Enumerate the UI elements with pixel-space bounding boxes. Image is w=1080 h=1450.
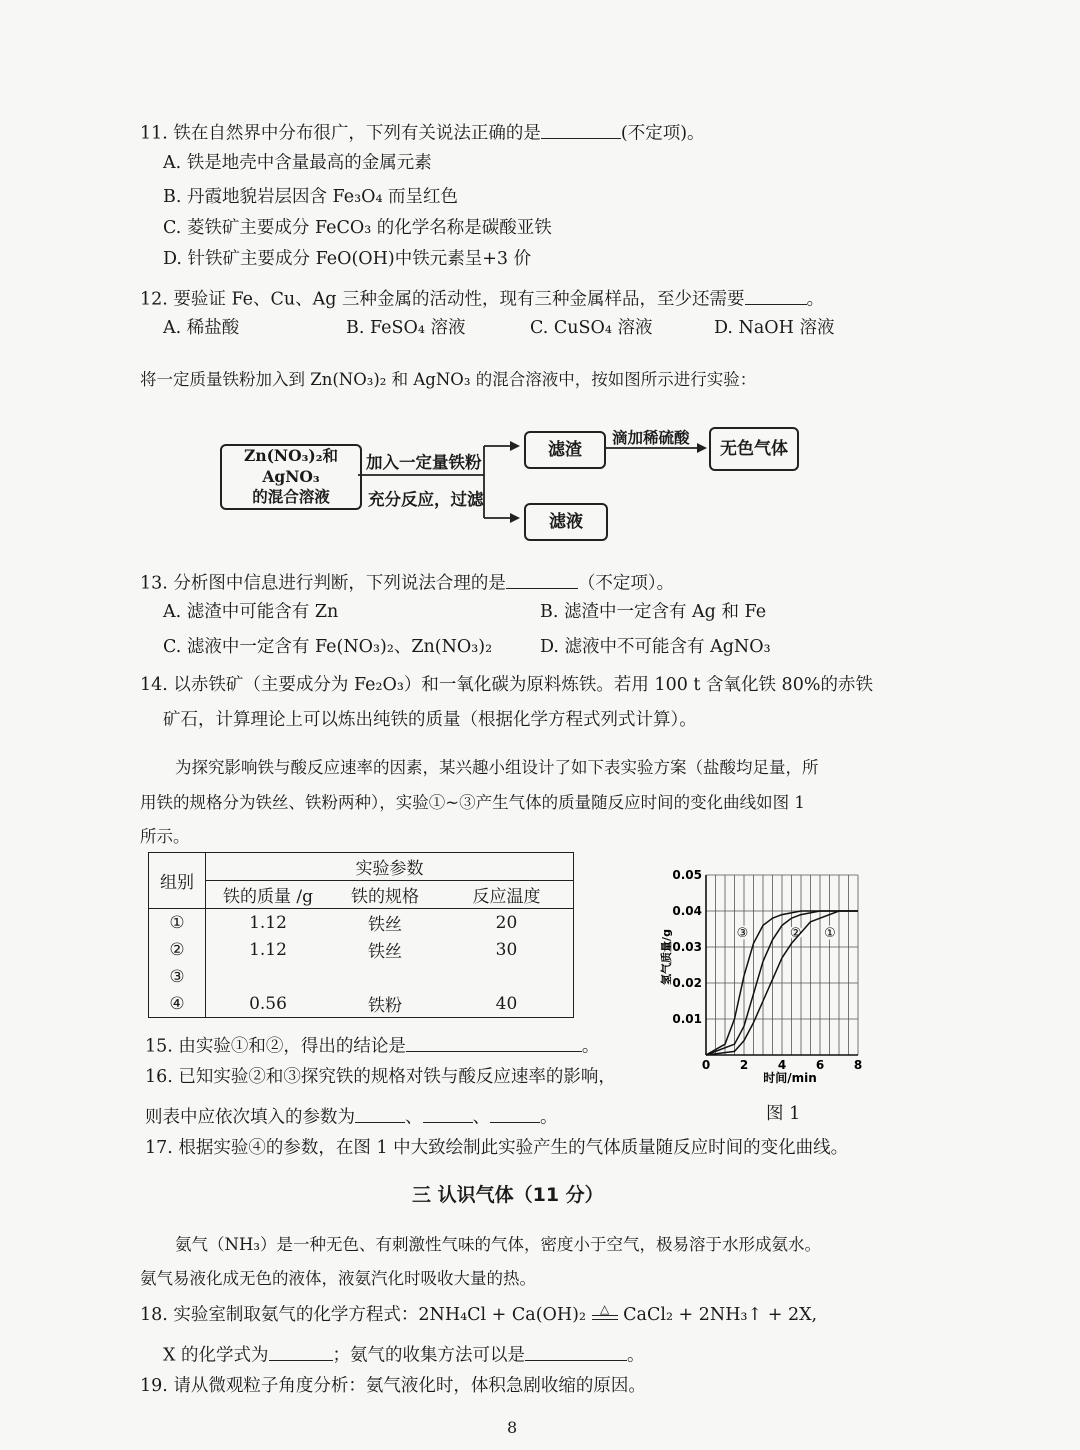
q18-line1: [140, 1302, 818, 1325]
table-cell-form: 铁丝: [368, 942, 402, 962]
series-label: ③: [736, 926, 749, 942]
table-cell-temp: 20: [440, 909, 574, 937]
table-cell-id: ①: [149, 909, 206, 937]
nh3-intro-line1: 氨气（NH₃）是一种无色、有刺激性气味的气体，密度小于空气，极易溶于水形成氨水。: [175, 1235, 821, 1254]
table-row: [149, 963, 574, 990]
x-tick-label: 2: [739, 1058, 749, 1072]
table-cell-id: ③: [149, 963, 206, 990]
flow-start-line1: Zn(NO₃)₂和AgNO₃: [244, 445, 338, 486]
nh3-intro-line2: 氨气易液化成无色的液体，液氨汽化时吸收大量的热。: [140, 1269, 536, 1288]
section-3-title: 三 认识气体（11 分）: [412, 1184, 604, 1206]
table-cell-mass[interactable]: [206, 963, 331, 990]
x-tick-label: 0: [701, 1058, 711, 1072]
table-group-header: 组别: [149, 853, 206, 909]
table-col-temp: 反应温度: [440, 881, 574, 909]
table-cell-mass: 1.12: [249, 939, 287, 960]
q18-blank-2[interactable]: [525, 1342, 627, 1361]
q19-line: 19. 请从微观粒子角度分析：氨气液化时，体积急剧收缩的原因。: [140, 1376, 646, 1396]
flow-step-top: 加入一定量铁粉: [366, 453, 482, 472]
flow-acid-label: 滴加稀硫酸: [612, 428, 690, 447]
x-tick-label: 6: [815, 1058, 825, 1072]
q15-answer-blank[interactable]: [406, 1033, 582, 1052]
q16-sep-2: 、: [472, 1107, 490, 1128]
flow-filtrate-box: 滤液: [524, 503, 608, 541]
exp-intro-line3: 所示。: [140, 827, 190, 846]
q18-equation-left: 18. 实验室制取氨气的化学方程式：2NH₄Cl + Ca(OH)₂: [140, 1305, 586, 1325]
q16-blank-2[interactable]: [423, 1104, 473, 1123]
q17-line: 17. 根据实验④的参数，在图 1 中大致绘制此实验产生的气体质量随反应时间的变化曲线。: [145, 1138, 849, 1158]
q16-line1: 16. 已知实验②和③探究铁的规格对铁与酸反应速率的影响，: [145, 1067, 616, 1087]
q13-option-a: A. 滤渣中可能含有 Zn: [163, 602, 339, 622]
q12-option-d: D. NaOH 溶液: [714, 318, 835, 338]
q18-blank-1[interactable]: [269, 1342, 333, 1361]
y-tick-label: 0.05: [672, 868, 702, 882]
y-tick-label: 0.04: [672, 904, 702, 918]
q14-line1: 14. 以赤铁矿（主要成分为 Fe₂O₃）和一氧化碳为原料炼铁。若用 100 t 含氧化铁 80%的赤铁: [140, 675, 873, 695]
series-label: ①: [824, 926, 836, 942]
q18-collect-prompt: ；氨气的收集方法可以是: [332, 1345, 526, 1366]
q11-option-c: C. 菱铁矿主要成分 FeCO₃ 的化学名称是碳酸亚铁: [163, 218, 552, 238]
table-row: [149, 909, 574, 937]
table-cell-id: ②: [149, 936, 206, 963]
q13-option-d: D. 滤液中不可能含有 AgNO₃: [540, 637, 771, 657]
flow-intro: 将一定质量铁粉加入到 Zn(NO₃)₂ 和 AgNO₃ 的混合溶液中，按如图所示进行实验：: [140, 370, 757, 389]
table-cell-form: 铁丝: [368, 915, 402, 935]
q12-option-a: A. 稀盐酸: [163, 318, 240, 338]
q16-stem: 则表中应依次填入的参数为: [145, 1107, 355, 1128]
flow-start-line2: 的混合溶液: [252, 487, 330, 507]
q15-line: [145, 1033, 599, 1056]
table-row: [149, 990, 574, 1018]
table-cell-mass: 0.56: [206, 990, 331, 1018]
exp-intro-line2: 用铁的规格分为铁丝、铁粉两种），实验①~③产生气体的质量随反应时间的变化曲线如图 1: [140, 793, 805, 812]
y-tick-label: 0.02: [672, 976, 702, 990]
q16-blank-3[interactable]: [490, 1104, 540, 1123]
q14-line2: 矿石，计算理论上可以炼出纯铁的质量（根据化学方程式列式计算）。: [163, 710, 697, 730]
table-params-header: 实验参数: [206, 853, 574, 881]
x-axis-label: 时间/min: [763, 1071, 817, 1085]
q11-suffix: (不定项)。: [620, 123, 705, 144]
q15-stem: 15. 由实验①和②，得出的结论是: [145, 1036, 406, 1057]
q16-sep-1: 、: [405, 1107, 423, 1128]
exp-intro-line1: 为探究影响铁与酸反应速率的因素，某兴趣小组设计了如下表实验方案（盐酸均足量，所: [175, 758, 819, 777]
q13-suffix: （不定项）。: [577, 573, 675, 594]
heat-triangle-icon: △: [599, 1302, 610, 1316]
q18-line2: [163, 1342, 645, 1365]
q11-option-d: D. 针铁矿主要成分 FeO(OH)中铁元素呈+3 价: [163, 249, 532, 269]
table-col-form: 铁的规格: [330, 881, 440, 909]
table-cell-mass: 1.12: [249, 912, 287, 933]
flow-arrows: [0, 0, 1080, 560]
x-tick-label: 4: [777, 1058, 787, 1072]
table-cell-form[interactable]: [330, 963, 440, 990]
q12-suffix: 。: [806, 289, 825, 310]
x-tick-label: 8: [853, 1058, 863, 1072]
q13-stem: 13. 分析图中信息进行判断，下列说法合理的是: [140, 573, 506, 594]
q18-x-prompt: X 的化学式为: [163, 1345, 269, 1366]
q18-equation-right: CaCl₂ + 2NH₃↑ + 2X,: [623, 1305, 818, 1325]
table-cell-temp[interactable]: [440, 963, 574, 990]
table-col-mass: 铁的质量 /g: [206, 881, 331, 909]
q13-option-b: B. 滤渣中一定含有 Ag 和 Fe: [540, 602, 767, 622]
q12-option-b: B. FeSO₄ 溶液: [346, 318, 466, 338]
q13-option-c: C. 滤液中一定含有 Fe(NO₃)₂、Zn(NO₃)₂: [163, 637, 493, 657]
y-tick-label: 0.01: [672, 1012, 702, 1026]
q13-stem-line: [140, 570, 674, 593]
series-label: ②: [789, 926, 802, 942]
table-cell-form: 铁粉: [330, 990, 440, 1018]
flow-gas-box: 无色气体: [709, 427, 799, 471]
table-cell-temp: 30: [440, 936, 574, 963]
table-cell-temp: 40: [440, 990, 574, 1018]
q11-option-b: B. 丹霞地貌岩层因含 Fe₃O₄ 而呈红色: [163, 187, 459, 207]
q16-suffix: 。: [540, 1107, 558, 1128]
flow-residue-box: 滤渣: [524, 431, 606, 469]
y-axis-label: 氢气质量/g: [660, 929, 673, 985]
table-row: [149, 936, 574, 963]
flow-step-bottom: 充分反应，过滤: [368, 490, 484, 509]
q13-answer-blank[interactable]: [506, 570, 578, 589]
q12-option-c: C. CuSO₄ 溶液: [530, 318, 653, 338]
q16-blank-1[interactable]: [355, 1104, 405, 1123]
figure-caption: 图 1: [766, 1104, 801, 1124]
experiment-table: [148, 852, 574, 1018]
page-number: 8: [507, 1418, 518, 1437]
q18-heat-condition: [592, 1302, 618, 1320]
q11-option-a: A. 铁是地壳中含量最高的金属元素: [163, 153, 432, 173]
figure-1-chart: [640, 860, 880, 1090]
q11-stem: 11. 铁在自然界中分布很广，下列有关说法正确的是: [140, 123, 541, 144]
y-tick-label: 0.03: [672, 940, 702, 954]
table-cell-id: ④: [149, 990, 206, 1018]
q16-line2: [145, 1104, 558, 1127]
q18-suffix: 。: [627, 1345, 645, 1366]
q15-suffix: 。: [581, 1036, 600, 1057]
q12-stem: 12. 要验证 Fe、Cu、Ag 三种金属的活动性，现有三种金属样品，至少还需要: [140, 289, 745, 310]
